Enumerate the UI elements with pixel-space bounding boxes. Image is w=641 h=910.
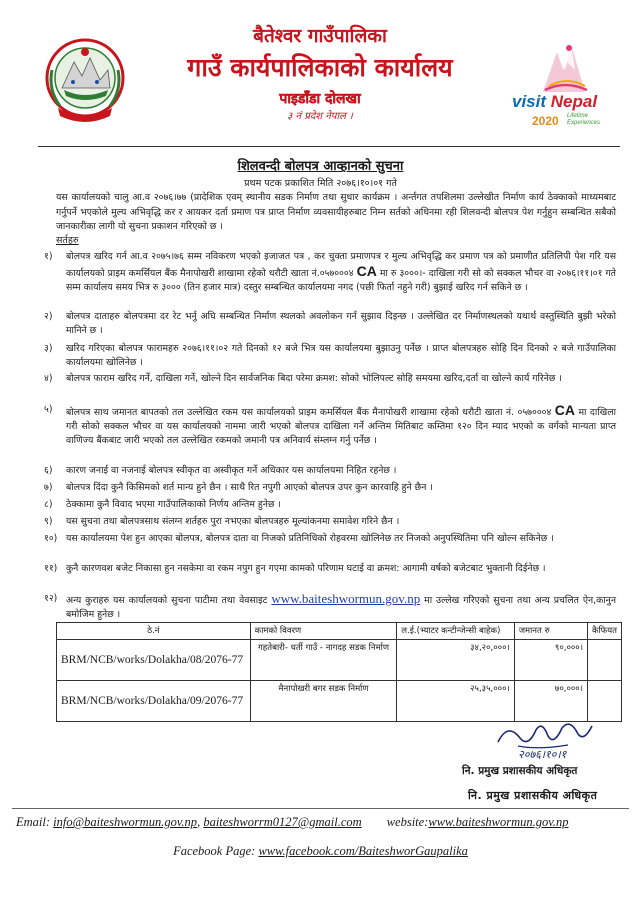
condition-item [44,464,616,478]
condition-item [44,403,616,449]
condition-item [44,372,616,386]
condition-number: ५) [44,404,53,415]
condition-item [44,481,616,495]
condition-number: ११) [44,563,58,574]
visit-nepal-tagline [567,113,600,127]
condition-item [44,498,616,512]
condition-text: कारण जनाई वा नजनाई बोलपत्र स्वीकृत वा अस्वीकृत गर्ने अधिकार यस कार्यालयमा निहित रहनेछ । [66,465,397,476]
estimate-amount: ३४,२०,०००। [397,640,514,681]
nepal-government-emblem-icon [40,30,130,130]
condition-item [44,562,616,576]
condition-text-part: अन्य कुराहरु यस कार्यालयको सुचना पाटीमा तथा वेवसाइट [66,595,268,606]
header-description: कामको विवरण [250,623,397,640]
handwritten-signature-icon [488,712,618,762]
bond-amount: ९०,०००। [514,640,587,681]
condition-text: खरिद गरिएका बोलपत्र फारामहरु २०७६।११।०२ गते दिनको १२ बजे भित्र यस कार्यालयमा बुझाउनु पर्नेछ । प्राप्त बोलपत्रहरु सोहि दिन दिनको २ बजे गाउँपालिका कार्यालयमा खोलिनेछ । [66,343,616,369]
signatory-title: नि. प्रमुख प्रशासकीय अधिकृत [462,765,578,777]
visit-nepal-year: 2020 [532,114,559,128]
condition-text-part: मा उल्लेख गरिएको सुचना तथा अन्य प्रचलित ऐन,कानुन बमोजिम हुनेछ । [66,595,616,621]
letterhead [150,24,490,124]
condition-text-part: मा दाखिला गरी सोको सक्कल भौचर वा यस कार्यालयको नाममा जारी भएको बोलपत्र दाखिला गर्ने अन्तिम मितिबाट कम्तिमा १२० दिन म्याद भएको क वर्गको मान्यता प्राप्त वाणिज्य बैंकबाट जारी भएको तल उल्लेखित रकमको जमानी पत्र अनिवार्य संम्लग्न गर्नु पर्नेछ । [66,407,616,447]
condition-number: १) [44,251,53,262]
condition-number: ६) [44,465,53,476]
condition-text: यस सुचना तथा बोलपत्रसाथ संलग्न शर्तहरु पुरा नभएका बोलपत्रहरु मूल्यांकनमा समावेश गरिने छैन । [66,516,400,527]
email-label: Email: [16,815,51,829]
table-header-row [57,623,622,640]
notice-subtitle: प्रथम पटक प्रकाशित मिति २०७६।१०।०१ गते [244,178,397,189]
email-link-gmail[interactable]: baiteshworrm0127@gmail.com [203,815,362,829]
notice-intro: यस कार्यालयको चालु आ.व २०७६।७७ (प्रादेशिक एवम् स्थानीय सडक निर्माण तथा सुधार कार्यक्रम । अर्न्तगत तपशिलमा उल्लेखीत निर्माण कार्य ठेक्काको माध्यमबाट गर्नुपर्ने भएकोले मुल्य अभिवृद्धि कर र आयकर दर्ता प्रमाण पत्र प्राप्त निर्माण व्यवसायीहरुबाट निम्न सर्तको अधिनमा रही शिलवन्दी बोलपत्र पेश गर्नुहुन सम्बन्धित सबैको जानकारीका लागी यो सुचना प्रकाशन गरिएको छ । [56,192,616,232]
office-place: पाइडाँडा दोलखा [279,91,361,107]
tagline-line-2: Experiences [567,120,601,126]
visit-nepal-wordmark [512,92,597,112]
estimate-amount: २५,३५,०००। [397,681,514,722]
condition-item [44,250,616,296]
office-address: ३ नं प्रदेश नेपाल । [287,111,353,122]
condition-number: ७) [44,482,53,493]
condition-number: २) [44,311,53,322]
condition-text: बोलपत्र फाराम खरिद गर्ने, दाखिला गर्ने, खोल्ने दिन सार्वजनिक बिदा परेमा क्रमश: सोको भोलिपल्ट सोहि समयमा खरिद,दर्ता वा खोल्ने कार्य गरिनेछ । [66,373,562,384]
header-bond: जमानत रु [514,623,587,640]
condition-text: कुनै कारणवश बजेट निकासा हुन नसकेमा वा रकम नपुग हुन गएमा कामको परिणाम घटाई वा क्रमश: आगामी वर्षको बजेटबाट भुक्तानी दिईनेछ । [66,563,546,574]
footer-divider [12,808,629,809]
remarks [587,640,621,681]
work-description: गहतेबारी- धर्ती गाउँ - नागदह सडक निर्माण [250,640,397,681]
condition-item [44,515,616,529]
condition-item [44,310,616,338]
header-estimate: ल.ई.(भ्याटर कन्टीन्जेन्सी बाहेक) [397,623,514,640]
footer-contact [16,815,569,830]
conditions-heading: सर्तहरु [56,235,79,246]
footer-facebook [0,844,641,859]
visit-nepal-logo-icon [505,40,625,135]
contract-ref: BRM/NCB/works/Dolakha/08/2076-77 [57,640,251,681]
condition-text-part: बोलपत्र साथ जमानत बापतको तल उल्लेखित रकम यस कार्यालयको प्राइम कमर्सियल बैंक मैनापोखरी शाखामा रहेको धरौटी खाता नं. ०५७०००४ [66,407,552,418]
condition-text [66,250,616,296]
condition-text-part: बोलपत्र खरिद गर्न आ.व २०७५।७६ सम्म नविकरण भएको इजाजत पत्र , कर चुक्ता प्रमाणपत्र र मुल्य अभिवृद्धि कर प्रमाण पत्र को प्रमाणीत प्रतिलिपी पेश गरि यस कार्यालयको प्राइम कमर्सियल बैंक मैनापोखरी शाखामा रहेको धरौटी खाता नं.०५७०००४ [66,251,616,280]
condition-item [44,532,616,546]
condition-number: ८) [44,499,53,510]
work-description: मैनापोखरी बगर सडक निर्माण [250,681,397,722]
condition-item [44,342,616,370]
works-table [56,622,622,722]
condition-text: बोलपत्र दाताहरु बोलपत्रमा दर रेट भर्नु अघि सम्बन्धित निर्माण स्थलको अवलोकन गर्न सुझाव दिइन्छ । उल्लेखित दर निर्माणस्थलको यथार्थ वस्तुस्थिति बुझी भरेको मानिने छ । [66,311,616,337]
condition-number: ३) [44,343,53,354]
municipality-name: बैतेश्वर गाउँपालिका [253,25,387,47]
bond-amount: ७०,०००। [514,681,587,722]
condition-number: १२) [44,593,58,604]
website-label: website: [386,815,429,829]
notice-title: शिलवन्दी बोलपत्र आव्हानको सुचना [237,159,404,174]
website-link[interactable]: www.baiteshwormun.gov.np [271,591,421,606]
condition-text [66,403,616,449]
condition-text: ठेक्कामा कुनै विवाद भएमा गाउँपालिकाको निर्णय अन्तिम हुनेछ । [66,499,281,510]
header-contract-no: ठे.नं [57,623,251,640]
header-remarks: कैफियत [587,623,621,640]
condition-number: ९) [44,516,53,527]
visit-word: visit [512,92,547,111]
facebook-label: Facebook Page: [173,844,256,858]
condition-item [44,592,616,622]
condition-text-part: मा रु ३०००।- दाखिला गरी सो को सक्कल भौचर वा २०७६।११।०१ गते सम्म कार्यालय समय भित्र रु ३००० (तिन हजार मात्र) दस्तुर सम्बन्धित कार्यालयमा नगद (पछी फिर्ता नहुने गरी) बुझाई खरिद गर्न सकिने छ । [66,268,616,294]
email-separator: , [197,815,201,829]
nepal-word: Nepal [550,92,598,111]
contract-ref: BRM/NCB/works/Dolakha/09/2076-77 [57,681,251,722]
condition-text: यस कार्यालयमा पेश हुन आएका बोलपत्र, बोलपत्र दाता वा निजको प्रतिनिधिको रोहवरमा खोलिनेछ तर निजको अनुपस्थितिमा पनि खोल्न सकिनेछ । [66,533,554,544]
facebook-link[interactable]: www.facebook.com/BaiteshworGaupalika [258,844,468,858]
account-suffix: CA [356,263,377,280]
svg-text:२०७६।१०।१: २०७६।१०।१ [518,748,567,761]
tagline-line-1: Lifetime [567,113,589,119]
official-stamp: नि. प्रमुख प्रशासकीय अधिकृत [468,789,598,802]
table-row [57,640,622,681]
condition-text [66,592,616,622]
email-link-info[interactable]: info@baiteshwormun.gov.np [53,815,198,829]
account-suffix: CA [554,402,576,418]
header-divider [38,146,620,147]
condition-number: ४) [44,373,53,384]
footer-website-link[interactable]: www.baiteshwormun.gov.np [428,815,569,829]
condition-number: १०) [44,533,58,544]
condition-text: बोलपत्र दिंदा कुनै किसिमको शर्त मान्य हुने छैन । साथै रित नपुगी आएको बोलपत्र उपर कुन कारवाहि हुने छैन । [66,482,433,493]
office-name: गाउँ कार्यपालिकाको कार्यालय [187,53,453,82]
